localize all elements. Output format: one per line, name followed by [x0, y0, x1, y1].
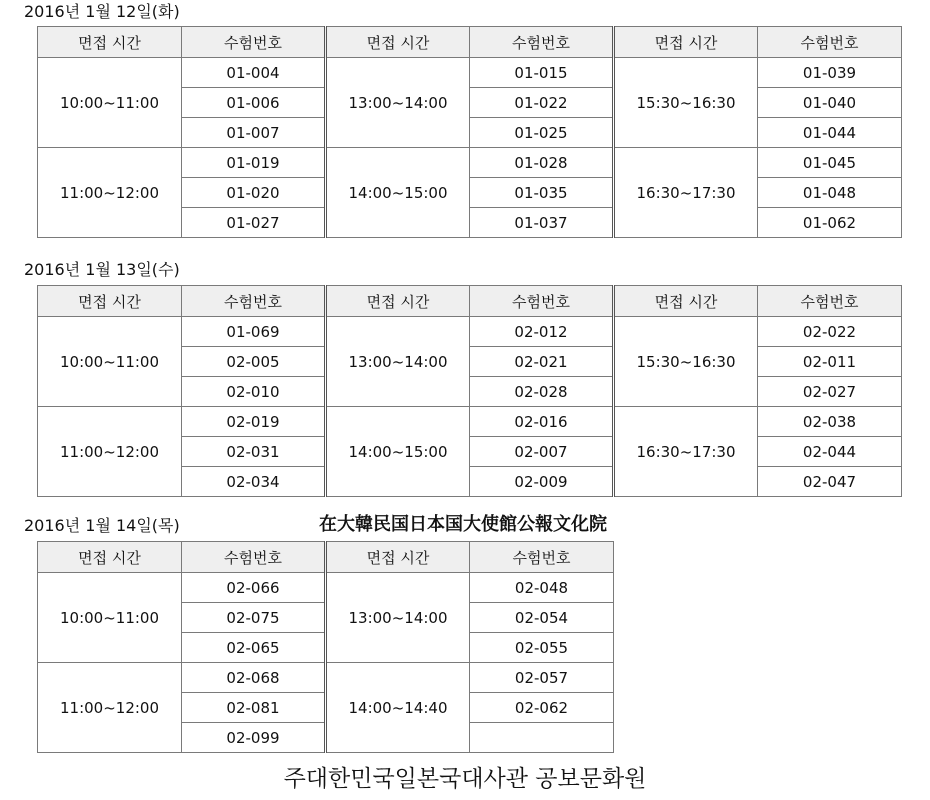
interview-time-cell: 10:00~11:00 [38, 573, 182, 663]
interview-time-cell: 13:00~14:00 [326, 317, 470, 407]
exam-number-cell: 01-006 [182, 88, 326, 118]
interview-time-cell: 16:30~17:30 [614, 407, 758, 497]
exam-number-cell: 02-011 [758, 347, 902, 377]
exam-number-cell [470, 723, 614, 753]
header-exam-number: 수험번호 [758, 27, 902, 58]
interview-time-cell: 13:00~14:00 [326, 573, 470, 663]
header-exam-number: 수험번호 [182, 286, 326, 317]
interview-time-cell: 14:00~15:00 [326, 148, 470, 238]
interview-time-cell: 10:00~11:00 [38, 317, 182, 407]
schedule-table-day-2 [37, 285, 902, 497]
table-row [38, 58, 902, 88]
exam-number-cell: 02-016 [470, 407, 614, 437]
institution-name-cjk: 在大韓民国日本国大使館公報文化院 [319, 514, 607, 535]
exam-number-cell: 01-045 [758, 148, 902, 178]
header-exam-number: 수험번호 [758, 286, 902, 317]
header-exam-number: 수험번호 [470, 286, 614, 317]
exam-number-cell: 01-004 [182, 58, 326, 88]
exam-number-cell: 02-065 [182, 633, 326, 663]
exam-number-cell: 02-005 [182, 347, 326, 377]
header-interview-time: 면접 시간 [326, 27, 470, 58]
exam-number-cell: 02-012 [470, 317, 614, 347]
table-header-row [38, 542, 614, 573]
exam-number-cell: 02-028 [470, 377, 614, 407]
header-exam-number: 수험번호 [182, 542, 326, 573]
interview-time-cell: 11:00~12:00 [38, 407, 182, 497]
day-title-2: 2016년 1월 13일(수) [24, 260, 180, 279]
exam-number-cell: 01-039 [758, 58, 902, 88]
header-interview-time: 면접 시간 [38, 27, 182, 58]
exam-number-cell: 01-015 [470, 58, 614, 88]
exam-number-cell: 02-038 [758, 407, 902, 437]
exam-number-cell: 02-010 [182, 377, 326, 407]
header-exam-number: 수험번호 [470, 27, 614, 58]
exam-number-cell: 01-007 [182, 118, 326, 148]
header-interview-time: 면접 시간 [326, 286, 470, 317]
header-interview-time: 면접 시간 [614, 286, 758, 317]
exam-number-cell: 02-062 [470, 693, 614, 723]
exam-number-cell: 02-066 [182, 573, 326, 603]
exam-number-cell: 02-055 [470, 633, 614, 663]
exam-number-cell: 02-047 [758, 467, 902, 497]
exam-number-cell: 02-044 [758, 437, 902, 467]
interview-time-cell: 11:00~12:00 [38, 148, 182, 238]
exam-number-cell: 02-021 [470, 347, 614, 377]
table-row [38, 663, 614, 693]
interview-time-cell: 14:00~14:40 [326, 663, 470, 753]
exam-number-cell: 02-057 [470, 663, 614, 693]
exam-number-cell: 02-048 [470, 573, 614, 603]
header-interview-time: 면접 시간 [326, 542, 470, 573]
exam-number-cell: 01-025 [470, 118, 614, 148]
header-interview-time: 면접 시간 [614, 27, 758, 58]
interview-time-cell: 11:00~12:00 [38, 663, 182, 753]
institution-name-korean: 주대한민국일본국대사관 공보문화원 [283, 766, 647, 792]
exam-number-cell: 01-062 [758, 208, 902, 238]
exam-number-cell: 01-035 [470, 178, 614, 208]
schedule-table-day-1 [37, 26, 902, 238]
day-title-3: 2016년 1월 14일(목) [24, 516, 180, 535]
exam-number-cell: 01-040 [758, 88, 902, 118]
interview-time-cell: 14:00~15:00 [326, 407, 470, 497]
header-interview-time: 면접 시간 [38, 542, 182, 573]
interview-time-cell: 16:30~17:30 [614, 148, 758, 238]
exam-number-cell: 01-028 [470, 148, 614, 178]
exam-number-cell: 02-068 [182, 663, 326, 693]
header-exam-number: 수험번호 [470, 542, 614, 573]
table-header-row [38, 27, 902, 58]
exam-number-cell: 02-007 [470, 437, 614, 467]
exam-number-cell: 01-048 [758, 178, 902, 208]
exam-number-cell: 02-031 [182, 437, 326, 467]
table-row [38, 573, 614, 603]
exam-number-cell: 01-044 [758, 118, 902, 148]
interview-time-cell: 15:30~16:30 [614, 317, 758, 407]
exam-number-cell: 01-019 [182, 148, 326, 178]
exam-number-cell: 02-034 [182, 467, 326, 497]
table-row [38, 407, 902, 437]
exam-number-cell: 02-075 [182, 603, 326, 633]
exam-number-cell: 02-054 [470, 603, 614, 633]
header-exam-number: 수험번호 [182, 27, 326, 58]
interview-time-cell: 15:30~16:30 [614, 58, 758, 148]
exam-number-cell: 01-069 [182, 317, 326, 347]
exam-number-cell: 02-022 [758, 317, 902, 347]
interview-time-cell: 10:00~11:00 [38, 58, 182, 148]
table-row [38, 148, 902, 178]
schedule-table-day-3 [37, 541, 614, 753]
exam-number-cell: 01-027 [182, 208, 326, 238]
header-interview-time: 면접 시간 [38, 286, 182, 317]
table-row [38, 317, 902, 347]
exam-number-cell: 01-037 [470, 208, 614, 238]
exam-number-cell: 02-027 [758, 377, 902, 407]
exam-number-cell: 01-022 [470, 88, 614, 118]
exam-number-cell: 02-009 [470, 467, 614, 497]
exam-number-cell: 02-081 [182, 693, 326, 723]
day-title-1: 2016년 1월 12일(화) [24, 2, 180, 21]
table-header-row [38, 286, 902, 317]
exam-number-cell: 02-019 [182, 407, 326, 437]
exam-number-cell: 02-099 [182, 723, 326, 753]
exam-number-cell: 01-020 [182, 178, 326, 208]
interview-time-cell: 13:00~14:00 [326, 58, 470, 148]
